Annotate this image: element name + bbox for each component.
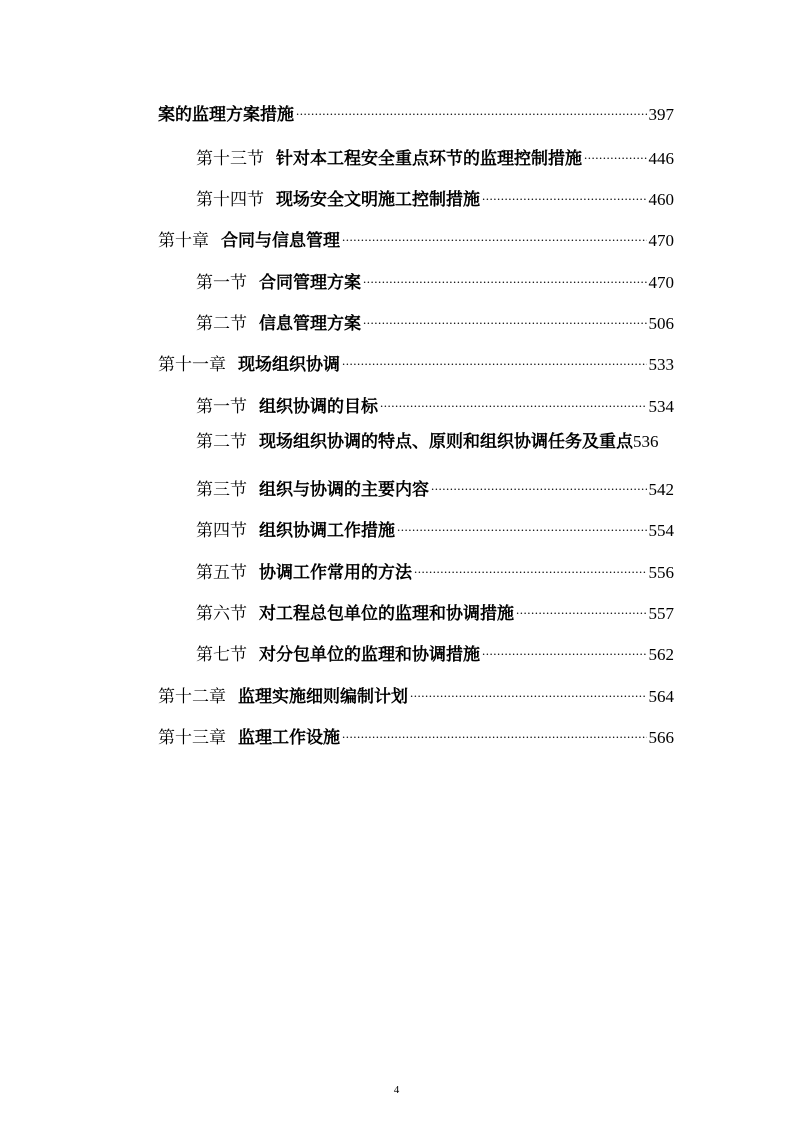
toc-entry-title: 现场组织协调 <box>238 355 340 375</box>
toc-entry-page: 446 <box>648 149 674 168</box>
toc-entry-title: 针对本工程安全重点环节的监理控制措施 <box>276 149 582 169</box>
toc-entry-page: 562 <box>648 645 674 664</box>
toc-entry-title: 监理实施细则编制计划 <box>238 687 408 707</box>
toc-leader-dots <box>516 597 647 619</box>
toc-entry[interactable] <box>158 98 674 126</box>
toc-entry-number: 第十三章 <box>158 728 226 748</box>
toc-entry-title: 协调工作常用的方法 <box>259 563 412 583</box>
toc-entry-title: 组织与协调的主要内容 <box>259 480 429 500</box>
toc-entry-title: 案的监理方案措施 <box>158 105 294 125</box>
toc-entry-page: 566 <box>648 728 674 747</box>
toc-entry[interactable] <box>158 224 674 252</box>
toc-entry-number: 第十一章 <box>158 355 226 375</box>
toc-entry-number: 第十四节 <box>196 190 264 210</box>
toc-entry[interactable] <box>196 183 674 211</box>
toc-entry-title: 信息管理方案 <box>259 314 361 334</box>
toc-entry[interactable] <box>196 307 674 335</box>
page-number: 4 <box>393 1084 400 1096</box>
toc-leader-dots <box>410 680 647 702</box>
toc-leader-dots <box>363 307 647 329</box>
toc-entry-number: 第十三节 <box>196 149 264 169</box>
toc-entry-title: 对分包单位的监理和协调措施 <box>259 645 480 665</box>
toc-entry-page: 536 <box>633 432 659 451</box>
toc-entry-number: 第二节 <box>196 432 247 452</box>
toc-entry[interactable] <box>196 473 674 501</box>
toc-entry-number: 第二节 <box>196 314 247 334</box>
toc-entry[interactable] <box>196 556 674 584</box>
toc-entry-page: 557 <box>648 604 674 623</box>
toc-leader-dots <box>296 98 647 120</box>
toc-entry-number: 第十二章 <box>158 687 226 707</box>
toc-entry-page: 534 <box>648 397 674 416</box>
toc-entry-title: 现场组织协调的特点、原则和组织协调任务及重点 <box>259 432 633 452</box>
toc-entry[interactable] <box>158 721 674 749</box>
toc-leader-dots <box>482 183 647 205</box>
toc-leader-dots <box>363 266 647 288</box>
toc-leader-dots <box>397 514 647 536</box>
toc-entry[interactable] <box>196 638 674 666</box>
toc-leader-dots <box>380 390 647 412</box>
toc-entry-number: 第四节 <box>196 521 247 541</box>
toc-leader-dots <box>342 348 647 370</box>
toc-entry[interactable] <box>196 597 674 625</box>
toc-entry[interactable] <box>196 266 674 294</box>
toc-entry-number: 第七节 <box>196 645 247 665</box>
toc-entry-page: 554 <box>648 521 674 540</box>
toc-entry-title: 现场安全文明施工控制措施 <box>276 190 480 210</box>
toc-leader-dots <box>431 473 647 495</box>
toc-entry-page: 506 <box>648 314 674 333</box>
toc-entry-title: 监理工作设施 <box>238 728 340 748</box>
toc-entry-title: 组织协调工作措施 <box>259 521 395 541</box>
toc-entry-page: 470 <box>648 231 674 250</box>
toc-entry[interactable] <box>158 348 674 376</box>
toc-entry-title: 合同与信息管理 <box>221 231 340 251</box>
toc-entry[interactable] <box>158 680 674 708</box>
toc-entry-title: 对工程总包单位的监理和协调措施 <box>259 604 514 624</box>
toc-entry-number: 第一节 <box>196 397 247 417</box>
toc-leader-dots <box>342 224 647 246</box>
toc-entry-page: 556 <box>648 563 674 582</box>
toc-entry-number: 第五节 <box>196 563 247 583</box>
toc-leader-dots <box>342 721 647 743</box>
toc-entry-number: 第一节 <box>196 273 247 293</box>
toc-entry-number: 第六节 <box>196 604 247 624</box>
toc-entry[interactable] <box>196 514 674 542</box>
toc-leader-dots <box>414 556 647 578</box>
toc-entry-page: 533 <box>648 355 674 374</box>
toc-entry-page: 397 <box>648 105 674 124</box>
toc-entry-title: 组织协调的目标 <box>259 397 378 417</box>
toc-entry[interactable] <box>196 390 674 418</box>
toc-leader-dots <box>482 638 647 660</box>
toc-entry-page: 460 <box>648 190 674 209</box>
toc-entry-page: 564 <box>648 687 674 706</box>
toc-entry-number: 第三节 <box>196 480 247 500</box>
toc-entry[interactable] <box>196 431 696 453</box>
toc-leader-dots <box>584 142 647 164</box>
toc-entry-number: 第十章 <box>158 231 209 251</box>
toc-entry[interactable] <box>196 142 674 170</box>
toc-entry-page: 470 <box>648 273 674 292</box>
toc-entry-page: 542 <box>648 480 674 499</box>
toc-entry-title: 合同管理方案 <box>259 273 361 293</box>
